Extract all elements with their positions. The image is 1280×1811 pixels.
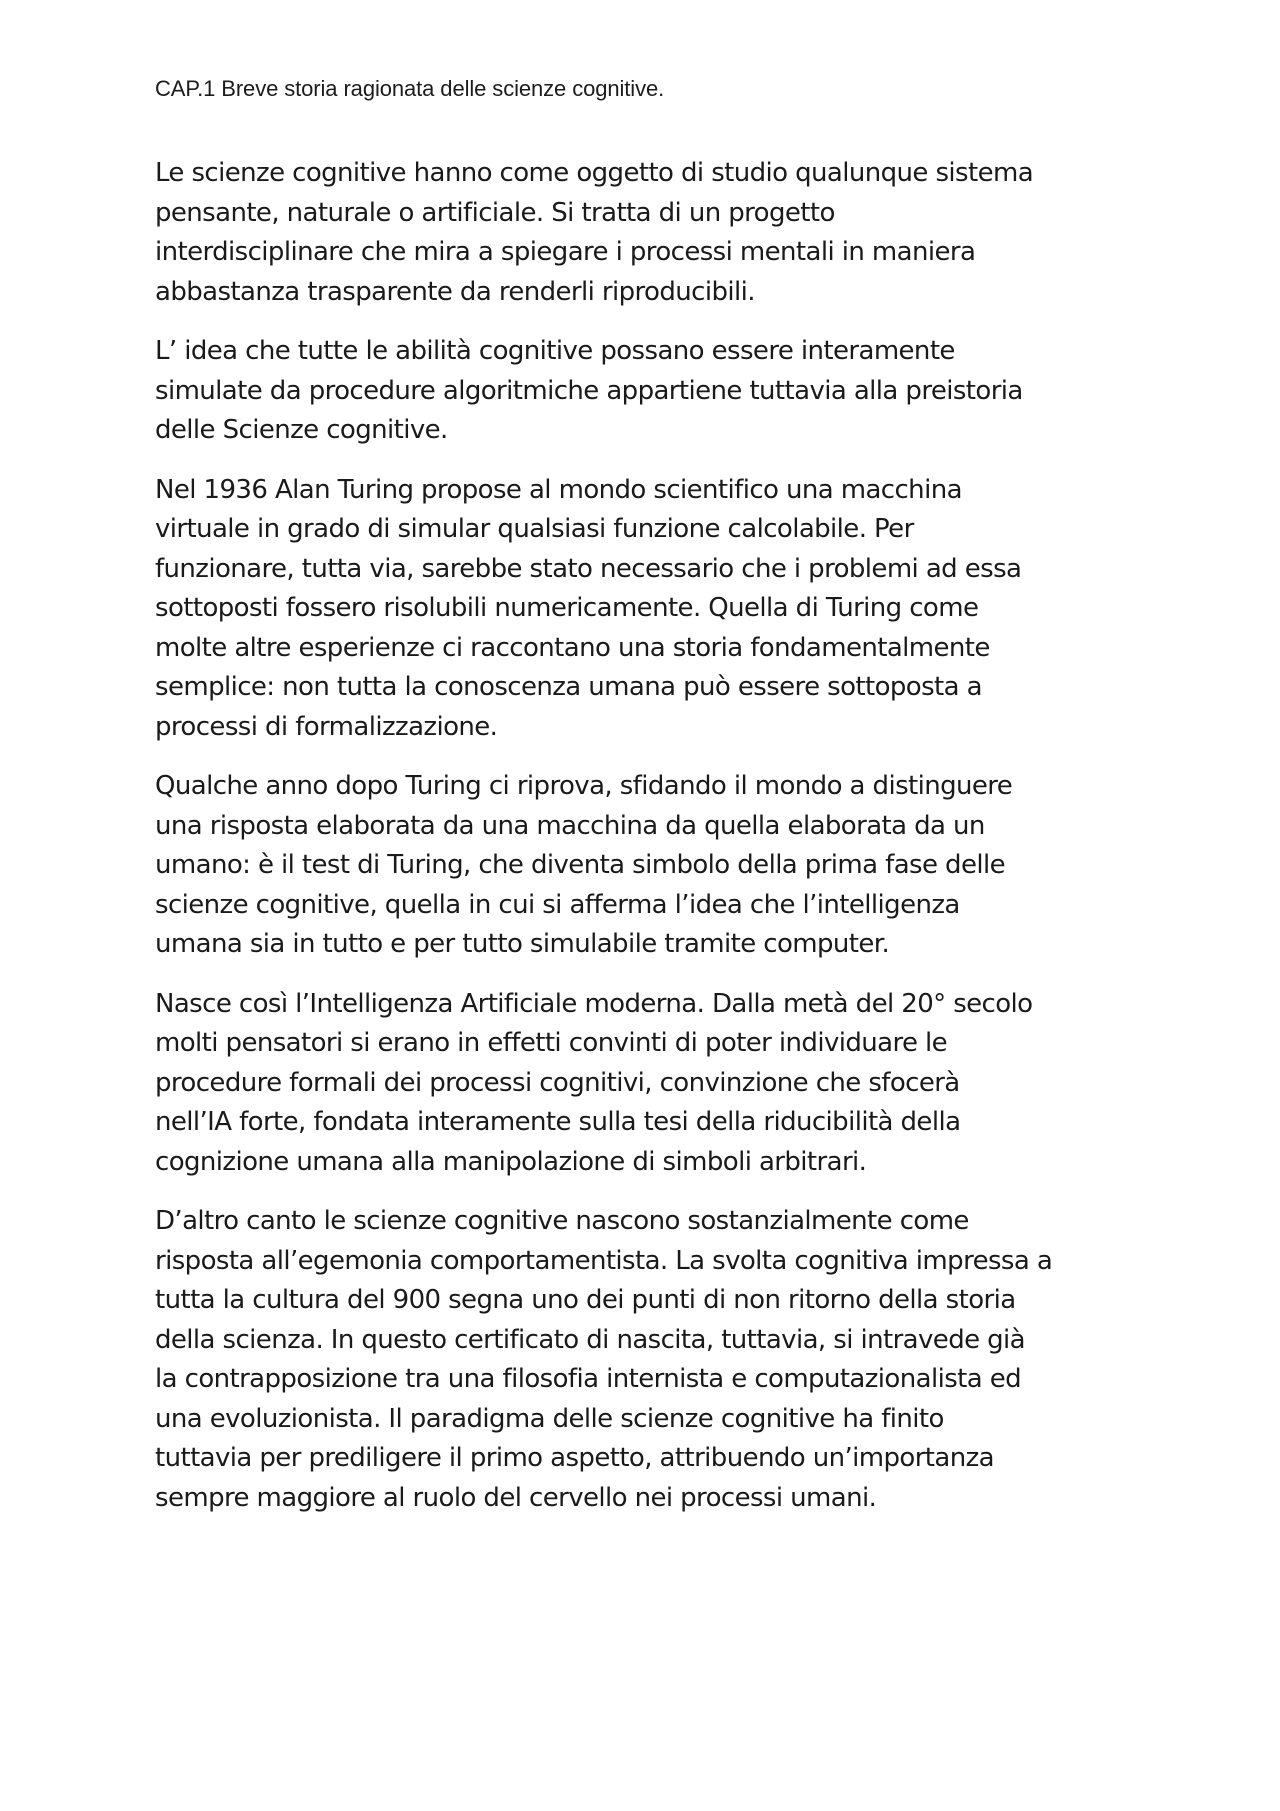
text-line: risposta all’egemonia comportamentista. La svolta cognitiva impressa a bbox=[155, 1245, 1053, 1276]
text-line: procedure formali dei processi cognitivi, convinzione che sfocerà bbox=[155, 1067, 960, 1098]
body-text bbox=[155, 154, 1135, 1538]
text-line: sottoposti fossero risolubili numericamente. Quella di Turing come bbox=[155, 593, 979, 623]
paragraph-5 bbox=[155, 985, 1135, 1183]
text-line: molti pensatori si erano in effetti convinti di poter individuare le bbox=[155, 1028, 948, 1058]
text-line: scienze cognitive, quella in cui si afferma l’idea che l’intelligenza bbox=[155, 889, 960, 920]
text-line: una evoluzionista. Il paradigma delle scienze cognitive ha finito bbox=[155, 1403, 944, 1434]
text-line: Le scienze cognitive hanno come oggetto di studio qualunque sistema bbox=[155, 158, 1034, 188]
text-line: interdisciplinare che mira a spiegare i processi mentali in maniera bbox=[155, 237, 976, 267]
text-line: delle Scienze cognitive. bbox=[155, 415, 448, 445]
text-line: simulate da procedure algoritmiche appartiene tuttavia alla preistoria bbox=[155, 375, 1023, 406]
text-line: Nel 1936 Alan Turing propose al mondo scientifico una macchina bbox=[155, 474, 962, 505]
text-line: nell’IA forte, fondata interamente sulla tesi della riducibilità della bbox=[155, 1107, 961, 1137]
text-line: Qualche anno dopo Turing ci riprova, sfidando il mondo a distinguere bbox=[155, 771, 1013, 801]
text-line: abbastanza trasparente da renderli riproducibili. bbox=[155, 276, 755, 307]
text-line: cognizione umana alla manipolazione di simboli arbitrari. bbox=[155, 1146, 867, 1177]
text-line: umano: è il test di Turing, che diventa simbolo della prima fase delle bbox=[155, 850, 1005, 880]
text-line: D’altro canto le scienze cognitive nascono sostanzialmente come bbox=[155, 1206, 969, 1236]
text-line: Nasce così l’Intelligenza Artificiale moderna. Dalla metà del 20° secolo bbox=[155, 988, 1033, 1019]
paragraph-2 bbox=[155, 332, 1135, 451]
text-line: una risposta elaborata da una macchina da quella elaborata da un bbox=[155, 810, 985, 841]
text-line: tuttavia per prediligere il primo aspetto, attribuendo un’importanza bbox=[155, 1443, 994, 1473]
text-line: virtuale in grado di simular qualsiasi funzione calcolabile. Per bbox=[155, 514, 914, 544]
chapter-header: CAP.1 Breve storia ragionata delle scienze cognitive. bbox=[155, 76, 665, 101]
text-line: la contrapposizione tra una filosofia internista e computazionalista ed bbox=[155, 1364, 1022, 1394]
paragraph-4 bbox=[155, 767, 1135, 965]
text-line: molte altre esperienze ci raccontano una storia fondamentalmente bbox=[155, 632, 990, 663]
paragraph-3 bbox=[155, 471, 1135, 748]
text-line: L’ idea che tutte le abilità cognitive possano essere interamente bbox=[155, 336, 955, 366]
text-line: semplice: non tutta la conoscenza umana può essere sottoposta a bbox=[155, 672, 982, 702]
text-line: della scienza. In questo certificato di nascita, tuttavia, si intravede già bbox=[155, 1324, 1026, 1355]
text-line: tutta la cultura del 900 segna uno dei punti di non ritorno della storia bbox=[155, 1285, 1016, 1315]
paragraph-1 bbox=[155, 154, 1135, 312]
paragraph-6 bbox=[155, 1202, 1135, 1518]
text-line: pensante, naturale o artificiale. Si tratta di un progetto bbox=[155, 197, 835, 228]
text-line: processi di formalizzazione. bbox=[155, 711, 498, 742]
text-line: funzionare, tutta via, sarebbe stato necessario che i problemi ad essa bbox=[155, 553, 1022, 584]
text-line: sempre maggiore al ruolo del cervello nei processi umani. bbox=[155, 1482, 877, 1513]
text-line: umana sia in tutto e per tutto simulabile tramite computer. bbox=[155, 929, 890, 959]
